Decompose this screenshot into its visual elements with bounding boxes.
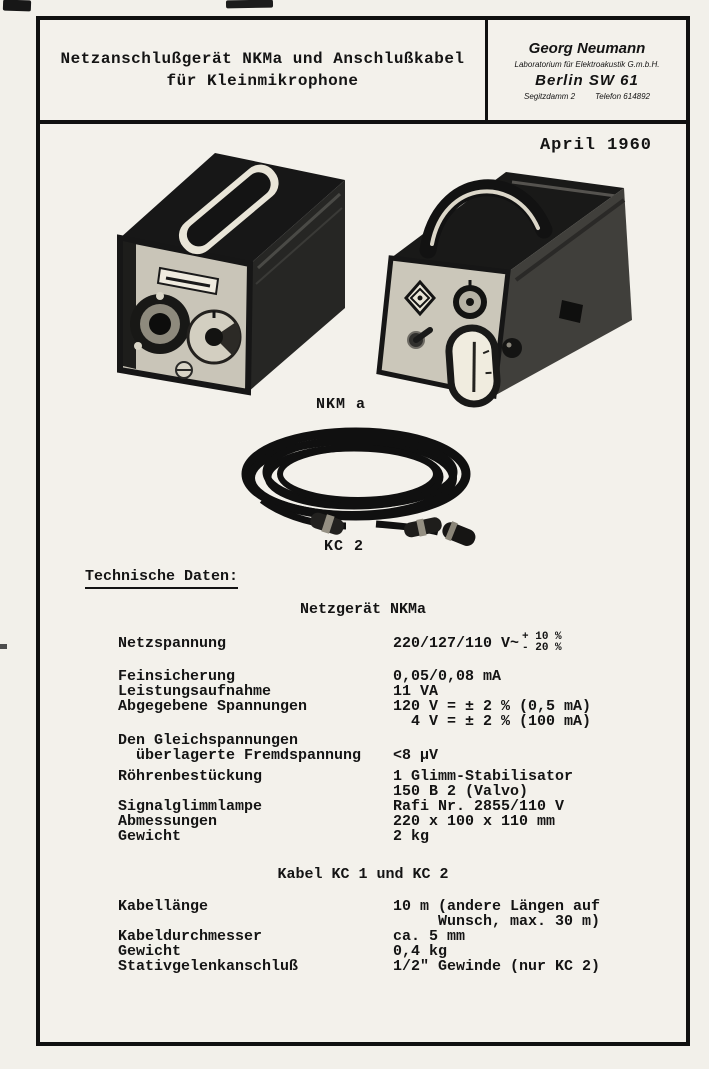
title-line-2: für Kleinmikrophone (166, 72, 359, 90)
spec-value: <8 µV (393, 747, 439, 764)
spec-label: Abgegebene Spannungen (118, 698, 308, 715)
company-box (485, 20, 686, 120)
spec-label: Röhrenbestückung (118, 768, 263, 785)
device-photo-front (366, 130, 656, 430)
tolerance-stack: + 10 % - 20 % (522, 631, 562, 654)
technical-data-section (40, 568, 686, 974)
spec-value: 11 VA (393, 683, 439, 700)
scan-artifact-left-edge (0, 644, 7, 649)
spec-value: 0,4 kg (393, 943, 448, 960)
document-body (40, 124, 686, 1035)
company-address: Segitzdamm 2 (523, 91, 576, 101)
document-date: April 1960 (539, 136, 652, 155)
spec-value: 4 V = ± 2 % (100 mA) (393, 713, 592, 730)
technical-data-heading: Technische Daten: (85, 568, 686, 589)
spec-label: Gewicht (118, 943, 182, 960)
spec-label: Kabellänge (118, 898, 209, 915)
device-photo-rear (78, 148, 350, 400)
spec-value: 120 V = ± 2 % (0,5 mA) (393, 698, 592, 715)
spec-row (118, 814, 686, 829)
spec-row (118, 714, 686, 729)
spec-value: 2 kg (393, 828, 430, 845)
spec-row (118, 799, 686, 814)
cable-connector-middle (403, 515, 444, 540)
voltage-selector-dial (188, 311, 240, 363)
company-name: Georg Neumann (528, 39, 646, 57)
spec-value: 220/127/110 V~ + 10 % - 20 % (393, 631, 562, 654)
signal-lamp (502, 338, 522, 358)
spec-value: 0,05/0,08 mA (393, 668, 502, 685)
spec-label: Kabeldurchmesser (118, 928, 263, 945)
company-contact (524, 92, 650, 101)
cable-connector-right (440, 519, 479, 549)
spec-value: 150 B 2 (Valvo) (393, 783, 529, 800)
cable-caption: KC 2 (324, 538, 365, 555)
scan-artifact-top-center (226, 0, 273, 8)
spec-label (118, 784, 393, 799)
cable-photo (226, 422, 494, 552)
spec-row (118, 914, 686, 929)
spec-row (118, 628, 686, 658)
spec-row (118, 959, 686, 974)
spec-value: ca. 5 mm (393, 928, 466, 945)
fuse-screw (176, 362, 192, 378)
company-subtitle: Laboratorium für Elektroakustik G.m.b.H. (514, 59, 660, 69)
spec-label (118, 914, 393, 929)
spec-label: Feinsicherung (118, 668, 236, 685)
company-phone: Telefon 614892 (595, 91, 650, 101)
section-title-kabel: Kabel KC 1 und KC 2 (277, 866, 449, 883)
spec-value: 10 m (andere Längen auf (393, 898, 601, 915)
spec-row (118, 684, 686, 699)
spec-label: Signalglimmlampe (118, 798, 263, 815)
spec-row (118, 829, 686, 844)
spec-value: Wunsch, max. 30 m) (393, 913, 601, 930)
spec-row (118, 748, 686, 763)
device-caption: NKM a (316, 396, 367, 413)
spec-label: Netzspannung (118, 634, 227, 652)
spec-label: Leistungsaufnahme (118, 683, 272, 700)
spec-value: 1/2" Gewinde (nur KC 2) (393, 958, 601, 975)
meter-window (447, 326, 498, 405)
spec-row (118, 699, 686, 714)
document-frame (36, 16, 690, 1046)
spec-row (118, 899, 686, 914)
spec-value: 220 x 100 x 110 mm (393, 813, 556, 830)
spec-label (118, 714, 393, 729)
company-city: Berlin SW 61 (535, 71, 639, 89)
document-header (40, 20, 686, 124)
spec-row (118, 784, 686, 799)
section-title-netzgeraet: Netzgerät NKMa (299, 601, 427, 618)
spec-row (118, 769, 686, 784)
cable-coil (246, 432, 466, 532)
spec-label: Den Gleichspannungen (118, 732, 299, 749)
spec-value: Rafi Nr. 2855/110 V (393, 798, 565, 815)
document-title (40, 20, 485, 120)
title-line-1: Netzanschlußgerät NKMa und Anschlußkabel (60, 50, 465, 68)
spec-label: überlagerte Fremdspannung (118, 747, 362, 764)
spec-row (118, 929, 686, 944)
spec-label: Abmessungen (118, 813, 218, 830)
spec-value: 1 Glimm-Stabilisator (393, 768, 574, 785)
spec-row (118, 944, 686, 959)
spec-label: Stativgelenkanschluß (118, 958, 299, 975)
scan-artifact-top-left (3, 0, 31, 11)
spec-label: Gewicht (118, 828, 182, 845)
spec-row (118, 733, 686, 748)
spec-row (118, 669, 686, 684)
